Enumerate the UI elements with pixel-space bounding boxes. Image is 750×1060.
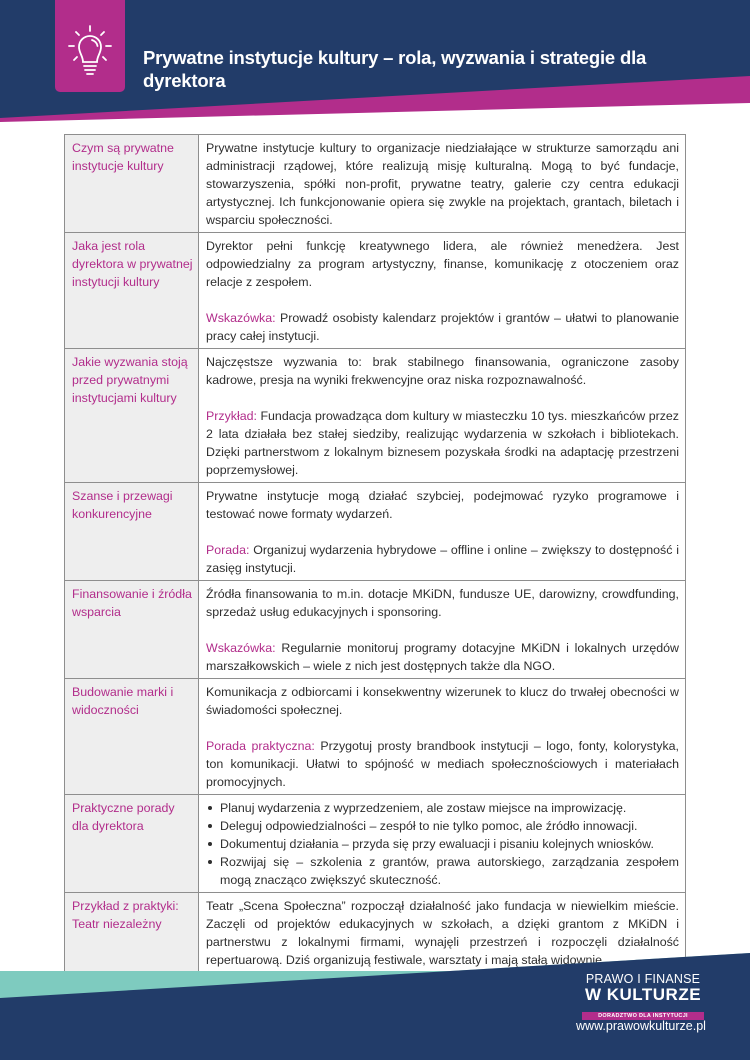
tip-paragraph bbox=[206, 639, 679, 675]
table-row bbox=[65, 349, 686, 483]
tip-text: Regularnie monitoruj programy dotacyjne MKiDN i lokalnych urzędów marszałkowskich – wiele z nich jest dostępnych także dla NGO. bbox=[206, 641, 679, 673]
website-link[interactable]: www.prawowkulturze.pl bbox=[576, 1019, 706, 1033]
logo-line2: W KULTURZE bbox=[584, 985, 702, 1004]
row-content bbox=[199, 679, 686, 795]
row-label: Praktyczne porady dla dyrektora bbox=[65, 795, 199, 893]
paragraph: Teatr „Scena Społeczna” rozpoczął działalność jako fundacja w niewielkim mieście. Zaczęli od projektów edukacyjnych w szkołach, a dzięki grantom z MKiDN i partnerstwu z lokalnymi firmami, wynajęli przestrzeń i rozpoczęli działalność repertuarową. Dziś organizują festiwale, warsztaty i mają stałą widownię. bbox=[206, 899, 679, 967]
tip-label: Wskazówka: bbox=[206, 641, 276, 655]
table-row bbox=[65, 679, 686, 795]
tip-text: Prowadź osobisty kalendarz projektów i grantów – ułatwi to planowanie pracy całej instytucji. bbox=[206, 311, 679, 343]
info-table bbox=[64, 134, 686, 973]
advice-paragraph bbox=[206, 541, 679, 577]
row-label: Szanse i przewagi konkurencyjne bbox=[65, 483, 199, 581]
list-item: Rozwijaj się – szkolenia z grantów, prawa autorskiego, zarządzania zespołem mogą znacząco zwiększyć skuteczność. bbox=[220, 855, 679, 887]
paragraph: Komunikacja z odbiorcami i konsekwentny wizerunek to klucz do trwałej obecności w świadomości społecznej. bbox=[206, 685, 679, 717]
row-label: Jaka jest rola dyrektora w prywatnej instytucji kultury bbox=[65, 233, 199, 349]
table-row bbox=[65, 795, 686, 893]
row-label: Czym są prywatne instytucje kultury bbox=[65, 135, 199, 233]
row-content bbox=[199, 349, 686, 483]
logo-tagline: DORADZTWO DLA INSTYTUCJI bbox=[582, 1012, 704, 1020]
table-row bbox=[65, 581, 686, 679]
list-item: Dokumentuj działania – przyda się przy ewaluacji i pisaniu kolejnych wniosków. bbox=[220, 835, 679, 853]
example-label: Przykład: bbox=[206, 409, 257, 423]
list-item: Planuj wydarzenia z wyprzedzeniem, ale zostaw miejsce na improwizację. bbox=[220, 799, 679, 817]
advice-text: Organizuj wydarzenia hybrydowe – offline i online – zwiększy to dostępność i zasięg instytucji. bbox=[206, 543, 679, 575]
row-content bbox=[199, 135, 686, 233]
table-row bbox=[65, 135, 686, 233]
tip-label: Wskazówka: bbox=[206, 311, 276, 325]
advice-label: Porada: bbox=[206, 543, 250, 557]
row-label: Finansowanie i źródła wsparcia bbox=[65, 581, 199, 679]
tip-paragraph bbox=[206, 309, 679, 345]
paragraph: Najczęstsze wyzwania to: brak stabilnego finansowania, ograniczone zasoby kadrowe, presja na wyniki frekwencyjne oraz niska rozpoznawalność. bbox=[206, 355, 679, 387]
tips-list bbox=[206, 799, 679, 889]
row-label: Przykład z praktyki: Teatr niezależny bbox=[65, 893, 199, 973]
row-content bbox=[199, 581, 686, 679]
row-content bbox=[199, 795, 686, 893]
advice-label: Porada praktyczna: bbox=[206, 739, 315, 753]
row-content bbox=[199, 233, 686, 349]
list-item: Deleguj odpowiedzialności – zespół to nie tylko pomoc, ale źródło innowacji. bbox=[220, 817, 679, 835]
paragraph: Źródła finansowania to m.in. dotacje MKiDN, fundusze UE, darowizny, crowdfunding, sprzedaż usług edukacyjnych i sponsoring. bbox=[206, 587, 679, 619]
advice-text: Przygotuj prosty brandbook instytucji – logo, fonty, kolorystyka, ton komunikacji. Ułatwi to spójność w mediach społecznościowych i materiałach promocyjnych. bbox=[206, 739, 680, 789]
advice-paragraph bbox=[206, 737, 679, 791]
header-badge bbox=[55, 0, 125, 92]
paragraph: Dyrektor pełni funkcję kreatywnego lidera, ale również menedżera. Jest odpowiedzialny za program artystyczny, finanse, komunikację z otoczeniem oraz relacje z zespołem. bbox=[206, 239, 679, 289]
paragraph: Prywatne instytucje kultury to organizacje niedziałające w strukturze samorządu ani administracji rządowej, które realizują misję kulturalną. Mogą to być fundacje, stowarzyszenia, spółki non-profit, prywatne teatry, galerie czy centra edukacji artystycznej. Ich funkcjonowanie opiera się zwykle na projektach, grantach, biletach i wsparciu społeczności. bbox=[206, 141, 679, 227]
paragraph: Prywatne instytucje mogą działać szybciej, podejmować ryzyko programowe i testować nowe formaty wydarzeń. bbox=[206, 489, 679, 521]
logo-line1: PRAWO I FINANSE bbox=[585, 972, 701, 986]
lightbulb-icon bbox=[66, 24, 114, 80]
table-row bbox=[65, 483, 686, 581]
row-content bbox=[199, 483, 686, 581]
table-row bbox=[65, 233, 686, 349]
page-title: Prywatne instytucje kultury – rola, wyzwania i strategie dla dyrektora bbox=[143, 47, 647, 91]
row-label: Budowanie marki i widoczności bbox=[65, 679, 199, 795]
row-label: Jakie wyzwania stoją przed prywatnymi instytucjami kultury bbox=[65, 349, 199, 483]
brand-logo bbox=[573, 973, 713, 1022]
example-text: Fundacja prowadząca dom kultury w miasteczku 10 tys. mieszkańców przez 2 lata działała bez stałej siedziby, realizując wydarzenia w szkołach i bibliotekach. Dzięki partnerstwom z lokalnym biznesem pozyskała środki na adaptację przestrzeni poprzemysłowej. bbox=[206, 409, 679, 477]
example-paragraph bbox=[206, 407, 679, 479]
